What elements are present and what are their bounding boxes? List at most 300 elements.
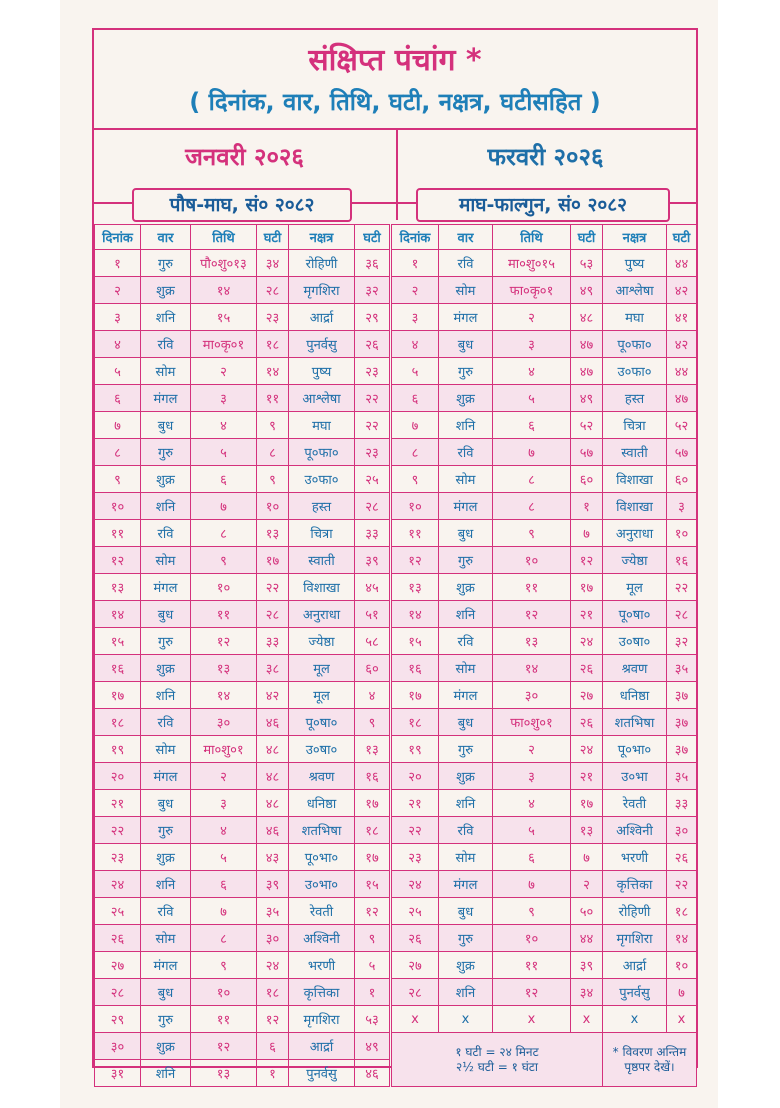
january-cell: २० — [95, 763, 141, 790]
month-headers — [94, 128, 696, 188]
february-cell: २० — [391, 763, 439, 790]
january-cell: २३ — [355, 439, 391, 466]
february-cell: शनि — [439, 601, 493, 628]
column-header: दिनांक — [95, 225, 141, 250]
february-cell: ७ — [391, 412, 439, 439]
january-cell: ९ — [95, 466, 141, 493]
february-cell: गुरु — [439, 547, 493, 574]
january-cell: शनि — [141, 304, 191, 331]
february-cell: रवि — [439, 817, 493, 844]
january-cell: १३ — [257, 520, 289, 547]
center-divider — [396, 130, 398, 220]
january-cell: विशाखा — [289, 574, 355, 601]
january-cell: पू०फा० — [289, 439, 355, 466]
february-cell: ९ — [493, 520, 571, 547]
february-cell: २२ — [667, 871, 697, 898]
february-cell: फा०कृ०१ — [493, 277, 571, 304]
february-cell: सोम — [439, 277, 493, 304]
column-header: घटी — [571, 225, 603, 250]
sambat-january: पौष-माघ, सं० २०८२ — [132, 188, 352, 222]
february-cell: ३ — [667, 493, 697, 520]
february-cell: १८ — [667, 898, 697, 925]
february-cell: २ — [493, 736, 571, 763]
january-cell: ४ — [95, 331, 141, 358]
january-cell: १४ — [257, 358, 289, 385]
january-cell: १२ — [95, 547, 141, 574]
details-note: * विवरण अन्तिम पृष्ठपर देखें। — [603, 1033, 697, 1087]
february-cell: ५३ — [571, 250, 603, 277]
january-cell: ४५ — [355, 574, 391, 601]
february-cell: १७ — [571, 790, 603, 817]
february-cell: भरणी — [603, 844, 667, 871]
february-cell: ३४ — [571, 979, 603, 1006]
january-cell: ३१ — [95, 1060, 141, 1087]
january-cell: १० — [191, 979, 257, 1006]
february-cell: ३९ — [571, 952, 603, 979]
february-cell: २७ — [571, 682, 603, 709]
february-cell: x — [603, 1006, 667, 1033]
february-cell: पू०षा० — [603, 601, 667, 628]
february-cell: ४४ — [667, 358, 697, 385]
table-row — [95, 682, 697, 709]
february-cell: ४४ — [667, 250, 697, 277]
january-cell: १९ — [95, 736, 141, 763]
table-row — [95, 412, 697, 439]
january-cell: ७ — [191, 493, 257, 520]
january-cell: २५ — [355, 466, 391, 493]
january-cell: ५१ — [355, 601, 391, 628]
january-cell: उ०षा० — [289, 736, 355, 763]
january-cell: श्रवण — [289, 763, 355, 790]
table-row — [95, 331, 697, 358]
january-cell: शनि — [141, 682, 191, 709]
january-cell: पू०षा० — [289, 709, 355, 736]
january-cell: पुनर्वसु — [289, 1060, 355, 1087]
february-cell: बुध — [439, 520, 493, 547]
january-cell: १ — [95, 250, 141, 277]
table-row — [95, 493, 697, 520]
january-cell: गुरु — [141, 817, 191, 844]
january-cell: १० — [95, 493, 141, 520]
january-cell: मंगल — [141, 763, 191, 790]
february-cell: ३७ — [667, 682, 697, 709]
february-cell: ५ — [391, 358, 439, 385]
february-cell: मंगल — [439, 871, 493, 898]
february-cell: ४९ — [571, 277, 603, 304]
january-cell: ४६ — [257, 709, 289, 736]
february-cell: ४१ — [667, 304, 697, 331]
february-cell: उ०षा० — [603, 628, 667, 655]
february-cell: २६ — [571, 709, 603, 736]
january-cell: ३९ — [355, 547, 391, 574]
january-cell: आश्लेषा — [289, 385, 355, 412]
february-cell: १६ — [667, 547, 697, 574]
table-row — [95, 736, 697, 763]
february-cell: १३ — [493, 628, 571, 655]
january-cell: मंगल — [141, 952, 191, 979]
january-cell: ३ — [95, 304, 141, 331]
january-cell: १० — [257, 493, 289, 520]
january-cell: शुक्र — [141, 277, 191, 304]
january-cell: शनि — [141, 1060, 191, 1087]
february-cell: ४२ — [667, 277, 697, 304]
table-row — [95, 817, 697, 844]
february-cell: शनि — [439, 412, 493, 439]
january-cell: ५८ — [355, 628, 391, 655]
january-cell: बुध — [141, 412, 191, 439]
february-cell: धनिष्ठा — [603, 682, 667, 709]
january-cell: २४ — [257, 952, 289, 979]
february-cell: ३७ — [667, 709, 697, 736]
january-cell: ३ — [191, 790, 257, 817]
january-cell: आर्द्रा — [289, 1033, 355, 1060]
february-cell: ८ — [391, 439, 439, 466]
january-cell: २८ — [257, 601, 289, 628]
january-cell: पुनर्वसु — [289, 331, 355, 358]
header-row — [95, 225, 697, 250]
table-row — [95, 655, 697, 682]
february-cell: मंगल — [439, 304, 493, 331]
table-row — [95, 277, 697, 304]
january-cell: २९ — [355, 304, 391, 331]
january-cell: १ — [257, 1060, 289, 1087]
february-cell: x — [571, 1006, 603, 1033]
february-cell: १७ — [391, 682, 439, 709]
table-row — [95, 628, 697, 655]
february-cell: ज्येष्ठा — [603, 547, 667, 574]
january-cell: शतभिषा — [289, 817, 355, 844]
january-cell: १७ — [257, 547, 289, 574]
january-cell: २६ — [95, 925, 141, 952]
january-cell: पू०भा० — [289, 844, 355, 871]
january-cell: ७ — [191, 898, 257, 925]
february-cell: शुक्र — [439, 763, 493, 790]
table-row — [95, 520, 697, 547]
january-cell: बुध — [141, 790, 191, 817]
january-cell: मृगशिरा — [289, 277, 355, 304]
january-cell: मघा — [289, 412, 355, 439]
february-cell: ३० — [493, 682, 571, 709]
february-cell: ४७ — [571, 331, 603, 358]
january-cell: गुरु — [141, 628, 191, 655]
table-row — [95, 250, 697, 277]
february-cell: सोम — [439, 844, 493, 871]
january-cell: ३३ — [257, 628, 289, 655]
february-cell: १० — [667, 952, 697, 979]
january-cell: १८ — [355, 817, 391, 844]
january-cell: ९ — [191, 547, 257, 574]
column-header: वार — [439, 225, 493, 250]
january-cell: ८ — [257, 439, 289, 466]
january-cell: १८ — [95, 709, 141, 736]
february-cell: २६ — [667, 844, 697, 871]
february-cell: ५ — [493, 385, 571, 412]
panchang-frame — [92, 28, 698, 1082]
february-cell: ५ — [493, 817, 571, 844]
january-cell: शुक्र — [141, 1033, 191, 1060]
january-cell: ४२ — [257, 682, 289, 709]
february-cell: उ०भा — [603, 763, 667, 790]
february-cell: विशाखा — [603, 466, 667, 493]
january-cell: ११ — [191, 1006, 257, 1033]
february-cell: रवि — [439, 628, 493, 655]
february-cell: मघा — [603, 304, 667, 331]
table-row — [95, 574, 697, 601]
january-cell: बुध — [141, 979, 191, 1006]
january-cell: मा०कृ०१ — [191, 331, 257, 358]
february-cell: ७ — [493, 439, 571, 466]
february-cell: १ — [571, 493, 603, 520]
january-cell: मूल — [289, 655, 355, 682]
month-february: फरवरी २०२६ — [487, 143, 604, 171]
january-cell: १५ — [191, 304, 257, 331]
february-cell: शनि — [439, 979, 493, 1006]
ghati-note: १ घटी = २४ मिनट २½ घटी = १ घंटा — [391, 1033, 603, 1087]
february-cell: १२ — [493, 601, 571, 628]
january-cell: ६ — [191, 871, 257, 898]
february-cell: २३ — [391, 844, 439, 871]
table-row — [95, 709, 697, 736]
february-cell: स्वाती — [603, 439, 667, 466]
january-cell: ३० — [95, 1033, 141, 1060]
february-cell: २६ — [571, 655, 603, 682]
february-cell: २५ — [391, 898, 439, 925]
january-cell: १० — [191, 574, 257, 601]
january-cell: १३ — [95, 574, 141, 601]
january-cell: हस्त — [289, 493, 355, 520]
february-cell: ३३ — [667, 790, 697, 817]
january-cell: ज्येष्ठा — [289, 628, 355, 655]
january-cell: उ०फा० — [289, 466, 355, 493]
february-cell: चित्रा — [603, 412, 667, 439]
january-cell: ४८ — [257, 736, 289, 763]
february-cell: २८ — [667, 601, 697, 628]
column-header: घटी — [257, 225, 289, 250]
february-cell: २६ — [391, 925, 439, 952]
january-cell: ४ — [355, 682, 391, 709]
january-cell: १८ — [257, 331, 289, 358]
january-cell: रवि — [141, 331, 191, 358]
february-cell: ६ — [391, 385, 439, 412]
table-row — [95, 1033, 697, 1060]
january-cell: शनि — [141, 871, 191, 898]
january-cell: १७ — [95, 682, 141, 709]
january-cell: ४ — [191, 817, 257, 844]
february-cell: बुध — [439, 709, 493, 736]
february-cell: श्रवण — [603, 655, 667, 682]
table-row — [95, 925, 697, 952]
february-cell: ७ — [571, 520, 603, 547]
january-cell: ४९ — [355, 1033, 391, 1060]
january-cell: शुक्र — [141, 655, 191, 682]
january-cell: ३२ — [355, 277, 391, 304]
january-cell: ६ — [95, 385, 141, 412]
february-cell: ४७ — [667, 385, 697, 412]
february-cell: २१ — [391, 790, 439, 817]
january-cell: १२ — [191, 1033, 257, 1060]
february-cell: ४ — [391, 331, 439, 358]
february-cell: ११ — [391, 520, 439, 547]
february-cell: x — [493, 1006, 571, 1033]
january-cell: ३० — [257, 925, 289, 952]
february-cell: १७ — [571, 574, 603, 601]
february-cell: १५ — [391, 628, 439, 655]
january-cell: रवि — [141, 709, 191, 736]
january-cell: १२ — [355, 898, 391, 925]
january-cell: धनिष्ठा — [289, 790, 355, 817]
column-header: नक्षत्र — [603, 225, 667, 250]
february-cell: ५० — [571, 898, 603, 925]
february-cell: ३५ — [667, 763, 697, 790]
february-cell: २ — [571, 871, 603, 898]
february-cell: २१ — [571, 763, 603, 790]
january-cell: सोम — [141, 925, 191, 952]
february-cell: अनुराधा — [603, 520, 667, 547]
february-cell: १० — [493, 547, 571, 574]
february-cell: ३ — [493, 763, 571, 790]
february-cell: १८ — [391, 709, 439, 736]
february-cell: ९ — [493, 898, 571, 925]
january-cell: ३६ — [355, 250, 391, 277]
page-subtitle: ( दिनांक, वार, तिथि, घटी, नक्षत्र, घटीसहित ) — [189, 88, 601, 116]
february-cell: २२ — [667, 574, 697, 601]
table-row — [95, 466, 697, 493]
january-cell: ३ — [191, 385, 257, 412]
february-cell: २८ — [391, 979, 439, 1006]
january-cell: ८ — [95, 439, 141, 466]
january-cell: १७ — [355, 844, 391, 871]
january-cell: २१ — [95, 790, 141, 817]
february-cell: ४८ — [571, 304, 603, 331]
february-cell: मंगल — [439, 493, 493, 520]
january-cell: ६० — [355, 655, 391, 682]
february-cell: शतभिषा — [603, 709, 667, 736]
february-cell: x — [667, 1006, 697, 1033]
january-cell: १६ — [95, 655, 141, 682]
january-cell: ९ — [257, 412, 289, 439]
january-cell: ३९ — [257, 871, 289, 898]
table-row — [95, 979, 697, 1006]
table-row — [95, 601, 697, 628]
january-cell: ५३ — [355, 1006, 391, 1033]
january-cell: १४ — [95, 601, 141, 628]
january-cell: रोहिणी — [289, 250, 355, 277]
february-cell: २२ — [391, 817, 439, 844]
february-cell: बुध — [439, 331, 493, 358]
january-cell: २ — [95, 277, 141, 304]
february-cell: ३२ — [667, 628, 697, 655]
february-cell: ६ — [493, 844, 571, 871]
january-cell: ४६ — [257, 817, 289, 844]
january-cell: ४३ — [257, 844, 289, 871]
february-cell: १३ — [571, 817, 603, 844]
january-cell: सोम — [141, 547, 191, 574]
column-header: नक्षत्र — [289, 225, 355, 250]
january-cell: आर्द्रा — [289, 304, 355, 331]
january-cell: ३० — [191, 709, 257, 736]
february-cell: x — [391, 1006, 439, 1033]
january-cell: २२ — [257, 574, 289, 601]
table-row — [95, 871, 697, 898]
january-cell: ३५ — [257, 898, 289, 925]
january-cell: रवि — [141, 520, 191, 547]
january-cell: २८ — [257, 277, 289, 304]
table-row — [95, 1006, 697, 1033]
january-cell: ११ — [257, 385, 289, 412]
february-cell: शुक्र — [439, 574, 493, 601]
january-cell: मा०शु०१ — [191, 736, 257, 763]
february-cell: ४४ — [571, 925, 603, 952]
january-cell: १२ — [191, 628, 257, 655]
january-cell: मूल — [289, 682, 355, 709]
february-cell: २ — [391, 277, 439, 304]
february-cell: आर्द्रा — [603, 952, 667, 979]
january-cell: अनुराधा — [289, 601, 355, 628]
february-cell: ११ — [493, 574, 571, 601]
february-cell: बुध — [439, 898, 493, 925]
february-cell: १४ — [391, 601, 439, 628]
january-cell: उ०भा० — [289, 871, 355, 898]
table-row — [95, 304, 697, 331]
february-cell: ७ — [667, 979, 697, 1006]
february-cell: ११ — [493, 952, 571, 979]
table-row — [95, 358, 697, 385]
february-cell: १६ — [391, 655, 439, 682]
february-cell: मृगशिरा — [603, 925, 667, 952]
february-cell: ८ — [493, 493, 571, 520]
january-cell: ४८ — [257, 790, 289, 817]
february-cell: अश्विनी — [603, 817, 667, 844]
february-cell: मूल — [603, 574, 667, 601]
february-cell: गुरु — [439, 925, 493, 952]
february-cell: शुक्र — [439, 952, 493, 979]
january-cell: मृगशिरा — [289, 1006, 355, 1033]
january-cell: शनि — [141, 493, 191, 520]
february-cell: १४ — [493, 655, 571, 682]
january-cell: ९ — [355, 925, 391, 952]
january-cell: शुक्र — [141, 466, 191, 493]
february-cell: ६० — [667, 466, 697, 493]
table-row — [95, 385, 697, 412]
january-cell: स्वाती — [289, 547, 355, 574]
february-cell: उ०फा० — [603, 358, 667, 385]
february-cell: ६० — [571, 466, 603, 493]
february-cell: १९ — [391, 736, 439, 763]
february-cell: ३० — [667, 817, 697, 844]
february-cell: १ — [391, 250, 439, 277]
january-cell: ७ — [95, 412, 141, 439]
january-cell: मंगल — [141, 385, 191, 412]
january-cell: ९ — [355, 709, 391, 736]
january-cell: २४ — [95, 871, 141, 898]
february-cell: पुनर्वसु — [603, 979, 667, 1006]
january-cell: २२ — [95, 817, 141, 844]
january-cell: ५ — [191, 844, 257, 871]
february-cell: पू०फा० — [603, 331, 667, 358]
january-cell: मंगल — [141, 574, 191, 601]
february-cell: रवि — [439, 439, 493, 466]
february-cell: १२ — [493, 979, 571, 1006]
february-cell: गुरु — [439, 358, 493, 385]
january-cell: शुक्र — [141, 844, 191, 871]
january-cell: भरणी — [289, 952, 355, 979]
february-cell: ९ — [391, 466, 439, 493]
january-cell: २३ — [95, 844, 141, 871]
february-cell: १० — [391, 493, 439, 520]
february-cell: १४ — [667, 925, 697, 952]
january-cell: २९ — [95, 1006, 141, 1033]
february-cell: ५२ — [667, 412, 697, 439]
